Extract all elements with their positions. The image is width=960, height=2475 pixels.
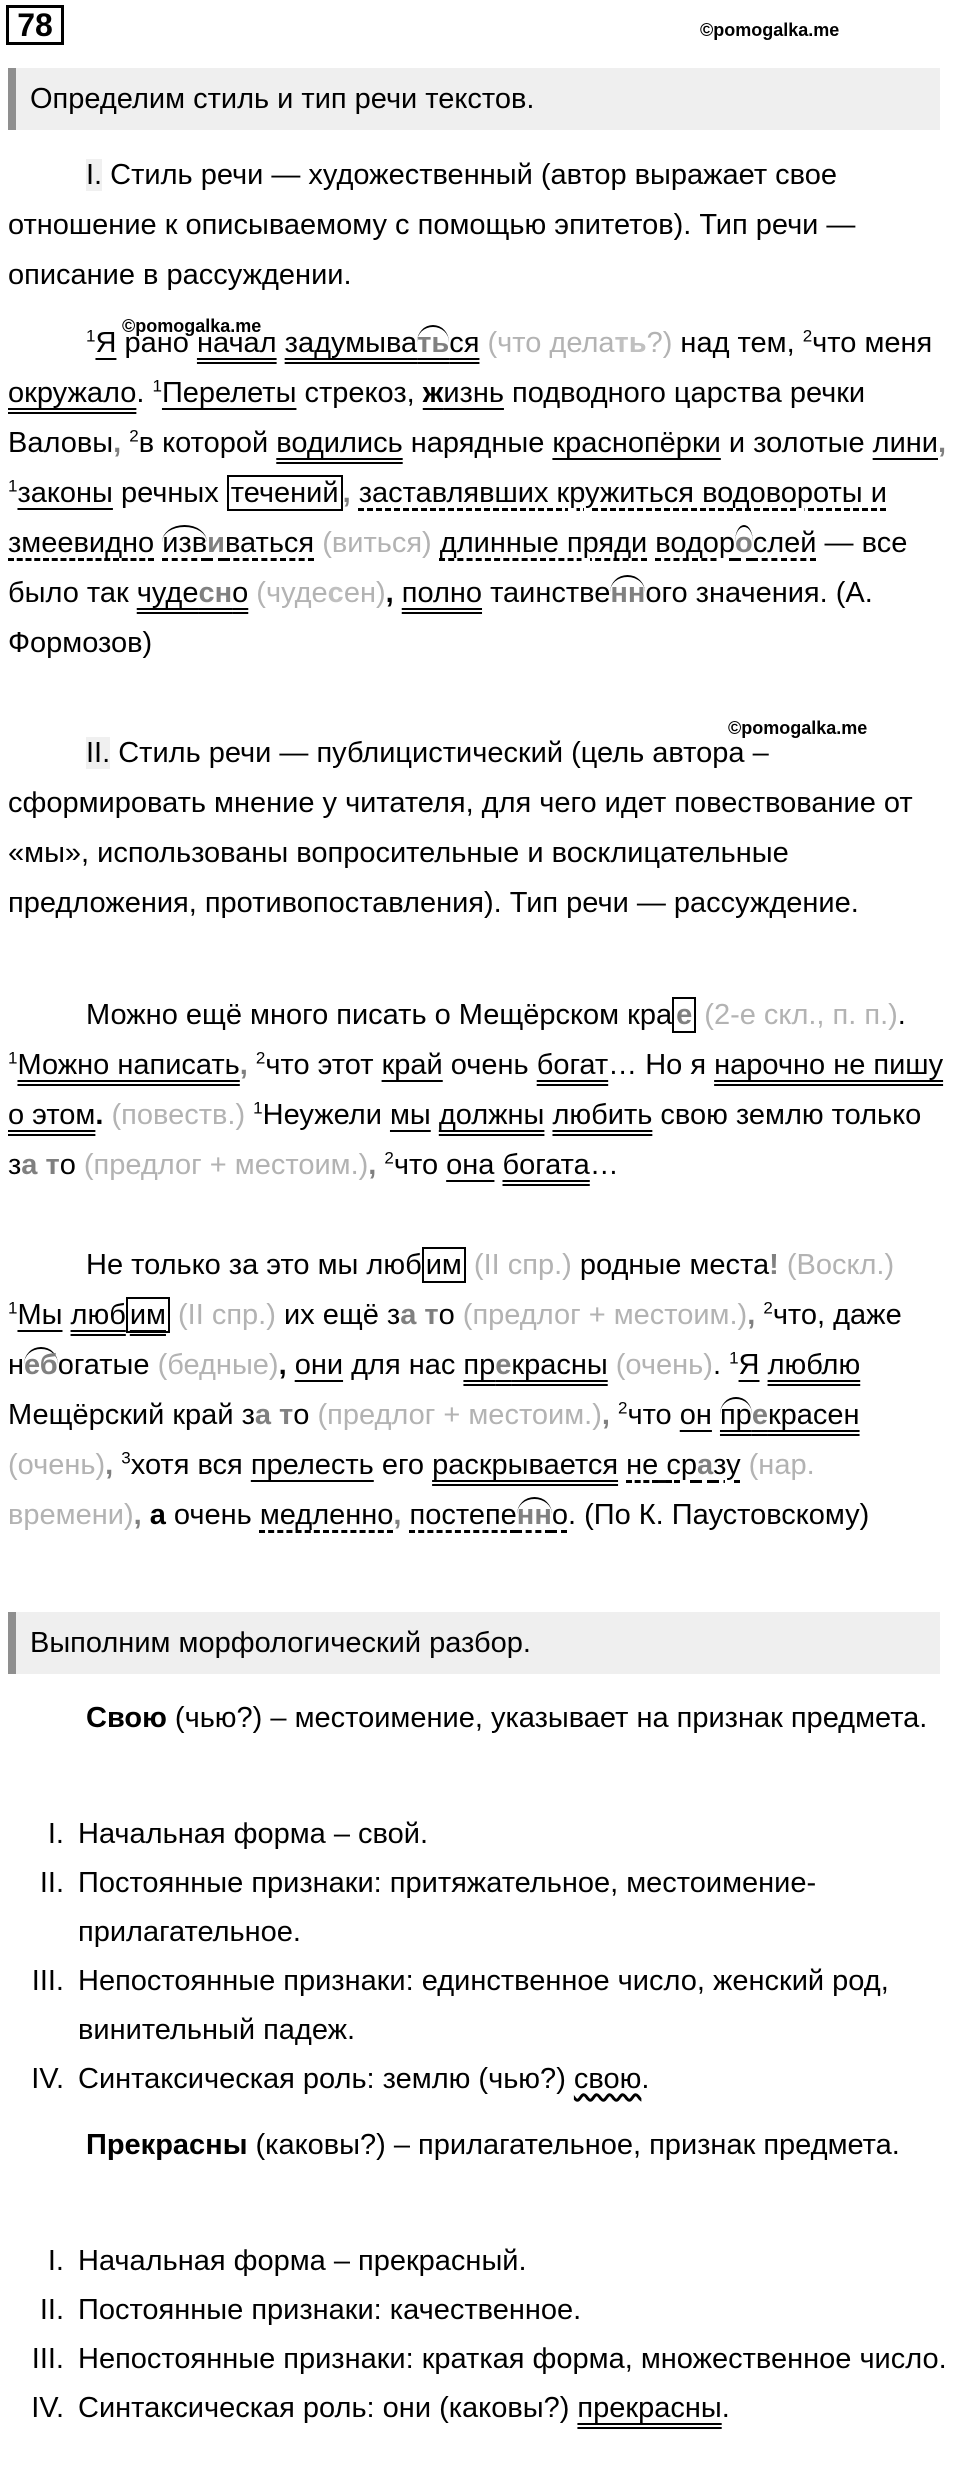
analysis-one-para: Свою (чью?) – местоимение, указывает на признак предмета. (86, 1702, 928, 1734)
exercise-number: 78 (6, 5, 64, 45)
intro-text: Стиль речи — художественный (автор выражает свое отношение к описываемому с помощью эпитетов). Тип речи — описание в рассуждении. (8, 159, 856, 291)
text-one-passage (8, 318, 952, 668)
list-item: II. Постоянные признаки: качественное. (39, 2294, 582, 2326)
list-item: I. Начальная форма – прекрасный. (47, 2245, 527, 2277)
task-heading-style (8, 68, 940, 130)
task-heading-text-2: Выполним морфологический разбор. (30, 1626, 531, 1659)
list-item: IV. Синтаксическая роль: землю (чью?) свою. (31, 2063, 650, 2095)
text-two-passage-1 (8, 990, 952, 1190)
watermark-inline: ©pomogalka.me (122, 316, 262, 336)
list-item: III. Непостоянные признаки: краткая форма, множественное число. (31, 2343, 947, 2375)
roman-two: II. (86, 737, 111, 769)
intro-text-two: Стиль речи — публицистический (цель автора – сформировать мнение у читателя, для чего идет повествование от «мы», использованы вопросительные и восклицательные предложения, противопоставления). Тип речи — рассуждение. (8, 737, 913, 919)
analysis-two-para: Прекрасны (каковы?) – прилагательное, признак предмета. (86, 2129, 900, 2161)
analysis-one-list (8, 1810, 952, 2104)
passage-three: Не только за это мы люб им (II спр.) родные места! (Воскл.) $^1$Мы люб им (II спр.) их ещё за то (предлог + местоим.), $^2$что, даже небогатые (бедные), они для нас прекрасны (очень). $^1$Я люблю Мещёрский край за то (предлог + местоим.), $^2$что он прекрасен (очень), $^3$хотя вся прелесть его раскрывается не сразу (нар. времени), а очень медленно, постепенно. (По К. Паустовскому) (8, 1249, 902, 1531)
passage-one: $^1$Я рано начал задумываться (что делать?) над тем, $^2$что меня окружало. $^1$Перелеты стрекоз, жизнь подводного царства речки Валовы, $^2$в которой водились нарядные краснопёрки и золотые лини, $^1$законы речных течений , заставлявших кружиться водовороты и змеевидно извиваться (виться) длинные пряди водорослей — все было так чудесно (чудесен), полно таинственного значения. (А. Формозов) (8, 326, 947, 659)
passage-two: Можно ещё много писать о Мещёрском кра е (2-е скл., п. п.). $^1$Можно написать, $^2$что этот край очень богат… Но я нарочно не пишу о этом. (повеств.) $^1$Неужели мы должны любить свою землю только за то (предлог + местоим.), $^2$что она богата… (8, 999, 944, 1181)
text-one-intro (8, 150, 952, 300)
list-item: I. Начальная форма – свой. (47, 1818, 428, 1850)
list-item: IV. Синтаксическая роль: они (каковы?) прекрасны. (31, 2392, 730, 2424)
list-item: II. Постоянные признаки: притяжательное, местоимение-прилагательное. (39, 1867, 817, 1948)
task-heading-text: Определим стиль и тип речи текстов. (30, 82, 535, 115)
watermark: ©pomogalka.me (700, 20, 840, 40)
analysis-one-desc (8, 1693, 952, 1743)
analysis-two-desc (8, 2120, 952, 2170)
analysis-two-list (8, 2237, 952, 2433)
text-two-passage-2 (8, 1240, 952, 1540)
text-two-intro (8, 728, 952, 928)
task-heading-morph (8, 1612, 940, 1674)
text-two-block (8, 728, 952, 928)
watermark-inline-2: ©pomogalka.me (728, 718, 868, 738)
list-item: III. Непостоянные признаки: единственное число, женский род, винительный падеж. (31, 1965, 889, 2046)
text-one-block (8, 150, 952, 300)
roman-one: I. (86, 159, 103, 191)
